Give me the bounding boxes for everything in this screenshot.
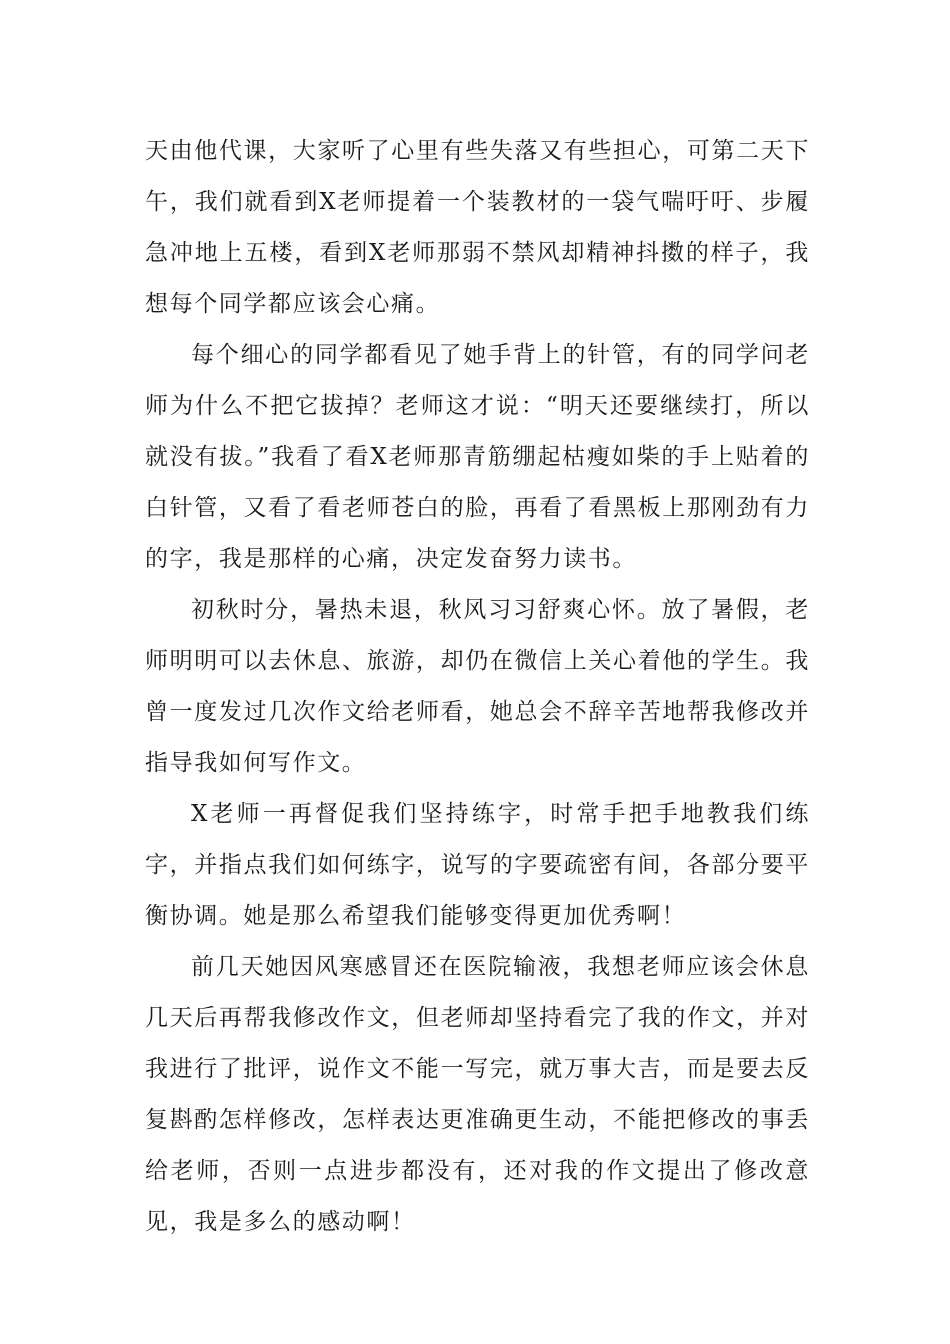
paragraph-5: 前几天她因风寒感冒还在医院输液，我想老师应该会休息几天后再帮我修改作文，但老师却坚持看完了我的作文，并对我进行了批评，说作文不能一写完，就万事大吉，而是要去反复斟酌怎样修改，怎样表达更准确更生动，不能把修改的事丢给老师，否则一点进步都没有，还对我的作文提出了修改意见，我是多么的感动啊！ — [145, 954, 810, 1235]
paragraph-3: 初秋时分，暑热未退，秋风习习舒爽心怀。放了暑假，老师明明可以去休息、旅游，却仍在微信上关心着他的学生。我曾一度发过几次作文给老师看，她总会不辞辛苦地帮我修改并指导我如何写作文。 — [145, 597, 810, 776]
paragraph-2: 每个细心的同学都看见了她手背上的针管，有的同学问老师为什么不把它拔掉？老师这才说：“明天还要继续打，所以就没有拔。”我看了看X老师那青筋绷起枯瘦如柴的手上贴着的白针管，又看了看老师苍白的脸，再看了看黑板上那刚劲有力的字，我是那样的心痛，决定发奋努力读书。 — [145, 342, 810, 572]
document-body — [145, 126, 810, 1248]
paragraph-1: 天由他代课，大家听了心里有些失落又有些担心，可第二天下午，我们就看到X老师提着一个装教材的一袋气喘吁吁、步履急冲地上五楼，看到X老师那弱不禁风却精神抖擞的样子，我想每个同学都应该会心痛。 — [145, 138, 810, 317]
paragraph-4: X老师一再督促我们坚持练字，时常手把手地教我们练字，并指点我们如何练字，说写的字要疏密有间，各部分要平衡协调。她是那么希望我们能够变得更加优秀啊！ — [145, 801, 810, 929]
